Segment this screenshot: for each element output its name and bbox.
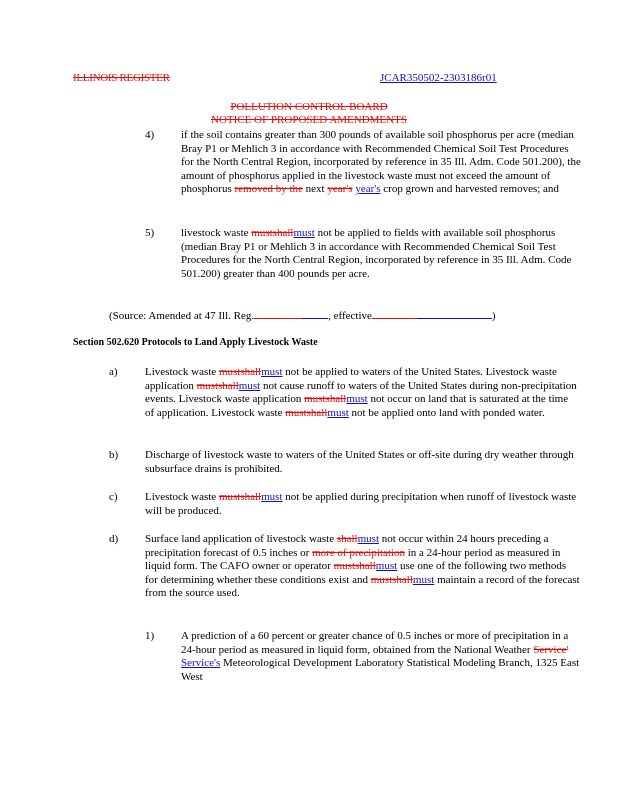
subitem-number: 1) <box>145 630 155 642</box>
item-text <box>145 366 580 420</box>
text-run: livestock waste <box>181 227 252 239</box>
blank-blue-1 <box>302 318 328 319</box>
notice-title: NOTICE OF PROPOSED AMENDMENTS <box>211 114 407 126</box>
inserted-text: must <box>261 491 283 503</box>
item-number: 5) <box>145 227 155 239</box>
text-run: in a 24-hour period as measured in liquid form. The CAFO owner or operator <box>145 546 561 573</box>
source-note-prefix: (Source: Amended at 47 Ill. Reg. <box>109 310 255 322</box>
deleted-text: mustshall <box>196 379 239 392</box>
header-jcar-code: JCAR350502-2303186r01 <box>380 72 497 84</box>
deleted-text: mustshall <box>304 393 347 406</box>
source-note-middle: , effective <box>328 310 372 322</box>
text-run: if the soil contains greater than 300 pounds of available soil phosphorus per acre (median Bray P1 or Mehlich 3 in accordance with Recommended Chemical Soil Test Procedures for the North Central Region, incorporated by reference in 35 Ill. Adm. Code 501.200), the amount of phosphorus applied in the livestock waste must not exceed the amount of phosphorus <box>181 129 581 196</box>
deleted-text: Service' <box>533 643 569 656</box>
deleted-text: shall <box>336 533 358 545</box>
text-run: Livestock waste <box>145 366 219 378</box>
text-run: not cause runoff to waters of the United States during non-precipitation events. Livestock waste application <box>145 379 577 406</box>
deleted-text: mustshall <box>285 406 328 419</box>
deleted-text: mustshall <box>218 366 262 378</box>
text-run: not occur on land that is saturated at the time of application. Livestock waste <box>145 393 569 419</box>
deleted-text: mustshall <box>370 573 413 586</box>
item-number: c) <box>109 491 118 503</box>
text-run: crop grown and harvested removes; and <box>380 183 559 196</box>
item-number: a) <box>109 366 118 378</box>
item-number: b) <box>109 449 119 461</box>
text-run: not occur within 24 hours preceding a precipitation forecast of 0.5 inches or <box>145 533 549 559</box>
deleted-text: more of precipitation <box>312 546 405 559</box>
blank-red-1 <box>254 318 302 319</box>
header-register-title: ILLINOIS REGISTER <box>73 72 170 84</box>
item-text <box>145 491 580 518</box>
inserted-text: must <box>357 533 380 545</box>
text-run: Meteorological Development Laboratory Statistical Modeling Branch, 1325 East West <box>181 657 580 683</box>
text-run: A prediction of a 60 percent or greater chance of 0.5 inches or more of precipitation in a 24-hour period as measured in liquid form, obtained from the National Weather <box>181 630 569 656</box>
deleted-text: mustshall <box>218 491 262 503</box>
text-run: not be applied during precipitation when runoff of livestock waste will be produced. <box>145 491 577 517</box>
item-number: d) <box>109 533 119 545</box>
text-run: Discharge of livestock waste to waters of the United States or off-site during dry weather through subsurface drains is prohibited. <box>145 449 574 475</box>
board-title: POLLUTION CONTROL BOARD <box>230 101 388 113</box>
text-run: next <box>302 183 328 196</box>
item-text <box>145 533 580 601</box>
section-heading: Section 502.620 Protocols to Land Apply Livestock Waste <box>73 337 318 348</box>
subitem-text <box>181 630 581 684</box>
deleted-text: mustshall <box>251 227 294 239</box>
inserted-text: must <box>261 366 283 378</box>
deleted-text: year's <box>327 183 353 196</box>
inserted-text: year's <box>355 183 381 196</box>
text-run: not be applied to waters of the United States. Livestock waste application <box>145 366 557 392</box>
item-text <box>181 129 581 197</box>
item-text <box>181 227 581 281</box>
deleted-text: removed by the <box>234 183 303 196</box>
item-number: 4) <box>145 129 155 141</box>
text-run: Livestock waste <box>145 491 219 503</box>
inserted-text: must <box>375 560 398 573</box>
item-text <box>145 449 580 476</box>
source-note-suffix: ) <box>491 310 496 322</box>
deleted-text: mustshall <box>333 560 376 573</box>
inserted-text: must <box>293 227 315 239</box>
inserted-text: must <box>346 393 368 406</box>
text-run: not be applied to fields with available soil phosphorus (median Bray P1 or Mehlich 3 in accordance with Recommended Chemical Soil Test Procedures for the North Central Region, incorporated by reference in 35 Ill. Adm. Code 501.200) greater than 400 pounds per acre. <box>181 227 572 280</box>
source-note <box>109 310 496 322</box>
blank-red-2 <box>372 318 418 319</box>
inserted-text: must <box>412 573 435 586</box>
inserted-text: must <box>238 379 261 392</box>
inserted-text: Service's <box>181 657 221 670</box>
text-run: maintain a record of the forecast from the source used. <box>145 573 580 600</box>
text-run: Surface land application of livestock waste <box>145 533 337 545</box>
inserted-text: must <box>327 406 349 419</box>
text-run: use one of the following two methods for determining whether these conditions exist and <box>145 560 567 586</box>
text-run: not be applied onto land with ponded water. <box>348 406 545 419</box>
blank-blue-2 <box>418 318 492 319</box>
